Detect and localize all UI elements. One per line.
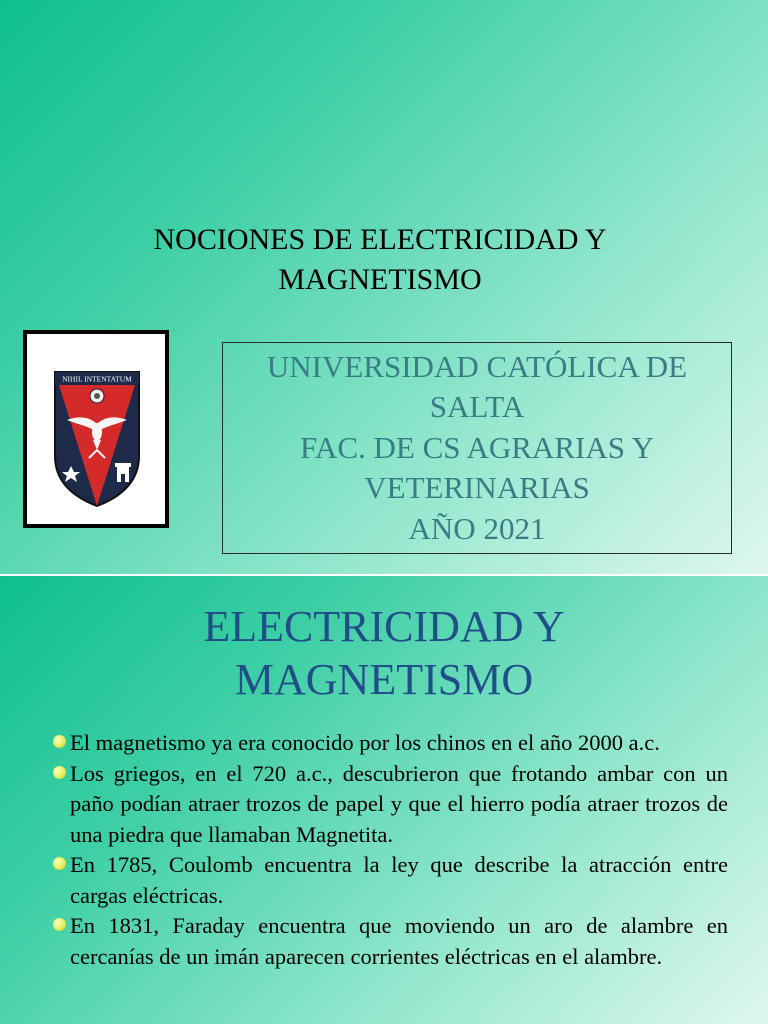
section-title <box>84 600 684 706</box>
institution-line: SALTA <box>429 389 525 425</box>
university-logo <box>23 330 169 528</box>
bullet-text: El magnetismo ya era conocido por los chinos en el año 2000 a.c. <box>70 730 660 755</box>
bullet-text: En 1785, Coulomb encuentra la ley que describe la atracción entre cargas eléctricas. <box>70 852 728 908</box>
shield-icon <box>49 368 145 508</box>
institution-line: VETERINARIAS <box>364 470 590 506</box>
logo-motto: NIHIL INTENTATUM <box>62 374 132 384</box>
list-item <box>50 759 728 851</box>
list-item <box>50 728 728 759</box>
bullet-text: En 1831, Faraday encuentra que moviendo un aro de alambre en cercanías de un imán aparecen corrientes eléctricas en el alambre. <box>70 913 728 969</box>
section-title-line-2: MAGNETISMO <box>234 655 534 704</box>
title-line-2: MAGNETISMO <box>278 263 482 296</box>
institution-box <box>222 342 732 554</box>
bullet-icon <box>53 735 66 748</box>
bullet-list <box>50 728 728 972</box>
title-line-1: NOCIONES DE ELECTRICIDAD Y <box>153 223 607 256</box>
list-item <box>50 850 728 911</box>
page-title <box>90 220 670 300</box>
section-title-line-1: ELECTRICIDAD Y <box>203 602 565 651</box>
institution-line: UNIVERSIDAD CATÓLICA DE <box>266 348 688 384</box>
list-item <box>50 911 728 972</box>
bullet-icon <box>53 918 66 931</box>
slide-content <box>0 576 768 1024</box>
institution-line: AÑO 2021 <box>408 510 546 546</box>
bullet-text: Los griegos, en el 720 a.c., descubrieron que frotando ambar con un paño podían atraer trozos de papel y que el hierro podía atraer trozos de una piedra que llamaban Magnetita. <box>70 760 728 847</box>
institution-line: FAC. DE CS AGRARIAS Y <box>300 429 654 465</box>
bullet-icon <box>53 857 66 870</box>
bullet-icon <box>53 766 66 779</box>
